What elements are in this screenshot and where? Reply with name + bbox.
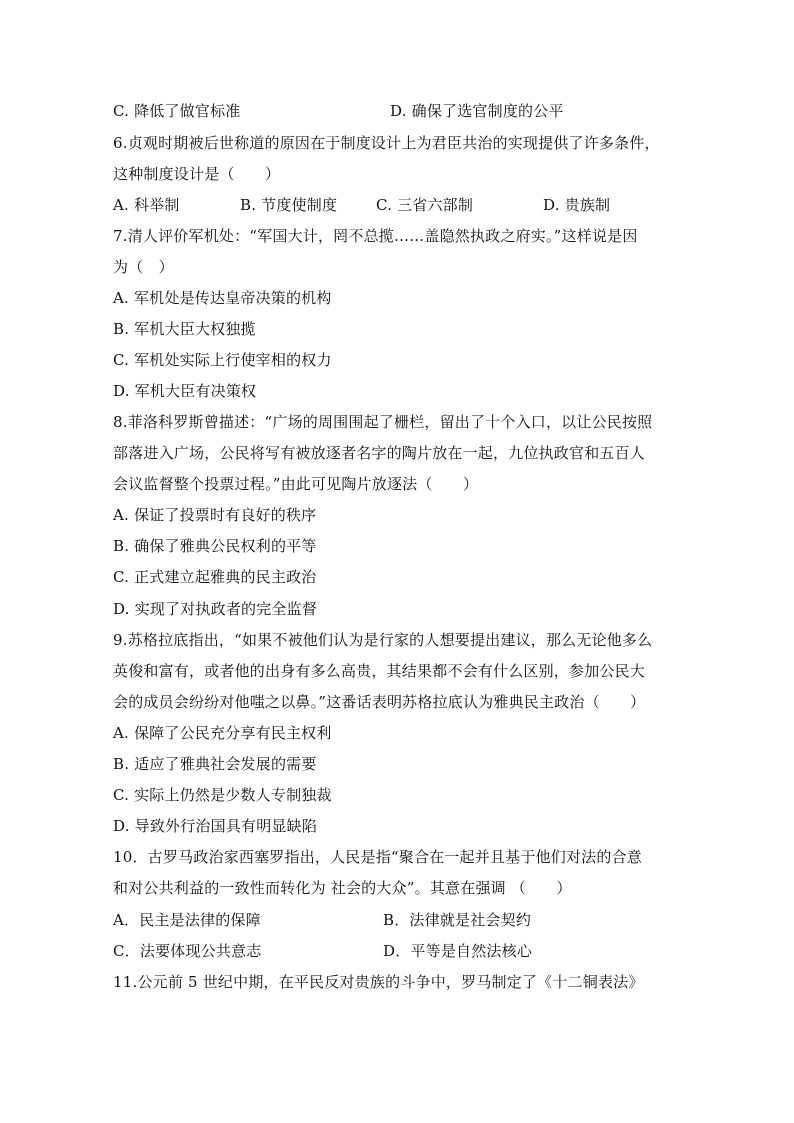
q7-stem-line-2: 为（ ） [113,258,174,276]
q6-option-a: A. 科举制 [113,196,180,214]
q8-option-c: C. 正式建立起雅典的民主政治 [113,568,317,586]
q9-option-b: B. 适应了雅典社会发展的需要 [113,755,317,773]
q10-stem-line-1: 10．古罗马政治家西塞罗指出，人民是指“聚合在一起并且基于他们对法的合意 [113,848,642,866]
q9-option-a: A. 保障了公民充分享有民主权利 [113,724,332,742]
q7-option-c: C. 军机处实际上行使宰相的权力 [113,351,332,369]
q8-stem-line-3: 会议监督整个投票过程。”由此可见陶片放逐法（ ） [113,475,479,493]
q6-options-row [113,190,683,221]
q9-stem-line-1: 9.苏格拉底指出，“如果不被他们认为是行家的人想要提出建议，那么无论他多么 [113,631,653,649]
q6-stem-line-1: 6.贞观时期被后世称道的原因在于制度设计上为君臣共治的实现提供了许多条件， [113,134,660,152]
q5-options-row [113,96,683,127]
q11-stem-line-1: 11.公元前 5 世纪中期，在平民反对贵族的斗争中，罗马制定了《十二铜表法》 [113,973,644,991]
q8-stem-line-2: 部落进入广场，公民将写有被放逐者名字的陶片放在一起，九位执政官和五百人 [113,444,646,462]
q7-stem-line-1: 7.清人评价军机处：“军国大计，罔不总揽……盖隐然执政之府实。”这样说是因 [113,227,638,245]
q8-option-d: D. 实现了对执政者的完全监督 [113,600,318,618]
q8-stem-line-1: 8.菲洛科罗斯曾描述：“广场的周围围起了栅栏，留出了十个入口，以让公民按照 [113,413,653,431]
q6-option-b: B. 节度使制度 [240,196,338,214]
q8-option-a: A. 保证了投票时有良好的秩序 [113,506,317,524]
q6-option-c: C. 三省六部制 [376,196,474,214]
q9-stem-line-3: 会的成员会纷纷对他嗤之以鼻。”这番话表明苏格拉底认为雅典民主政治（ ） [113,693,646,711]
q10-option-d: D．平等是自然法核心 [383,942,533,960]
q6-option-d: D. 贵族制 [543,196,611,214]
q8-option-b: B. 确保了雅典公民权利的平等 [113,537,317,555]
q7-option-d: D. 军机大臣有决策权 [113,382,257,400]
q10-option-c: C．法要体现公共意志 [113,942,262,960]
q10-option-b: B．法律就是社会契约 [383,911,532,929]
q6-stem-line-2: 这种制度设计是（ ） [113,165,281,183]
q7-option-b: B. 军机大臣大权独揽 [113,320,256,338]
q7-option-a: A. 军机处是传达皇帝决策的机构 [113,289,332,307]
q9-option-c: C. 实际上仍然是少数人专制独裁 [113,786,332,804]
q9-option-d: D. 导致外行治国具有明显缺陷 [113,817,318,835]
q10-options-row-2 [113,936,683,967]
q10-option-a: A．民主是法律的保障 [113,911,261,929]
q5-option-d: D. 确保了选官制度的公平 [390,102,564,120]
q5-option-c: C. 降低了做官标准 [113,102,241,120]
q9-stem-line-2: 英俊和富有，或者他的出身有多么高贵，其结果都不会有什么区别，参加公民大 [113,662,646,680]
q10-stem-line-2: 和对公共利益的一致性而转化为 社会的大众”。其意在强调 （ ） [113,879,572,897]
q10-options-row-1 [113,905,683,936]
